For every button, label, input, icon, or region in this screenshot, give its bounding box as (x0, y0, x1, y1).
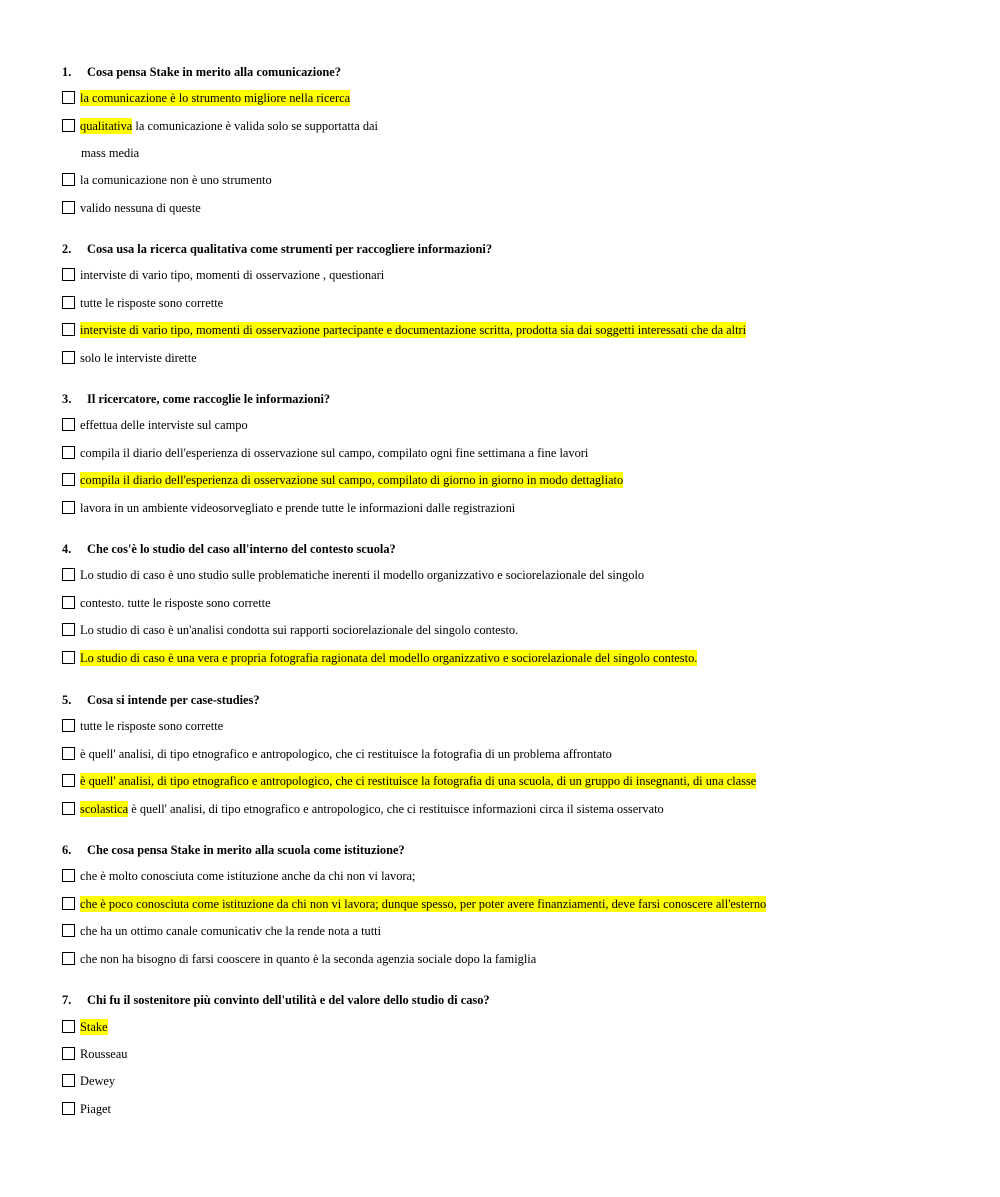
answer-checkbox[interactable] (62, 323, 75, 336)
answer-option (62, 595, 271, 611)
question-heading (62, 541, 396, 557)
answer-checkbox[interactable] (62, 446, 75, 459)
question-number: 5. (62, 693, 72, 707)
highlighted-answer-text: la comunicazione è lo strumento migliore nella ricerca (80, 91, 351, 105)
answer-option (62, 718, 223, 734)
answer-option (62, 801, 664, 817)
question-number: 1. (62, 65, 72, 79)
answer-text: Lo studio di caso è uno studio sulle problematiche inerenti il modello organizzativo e sociorelazionale del singolo (80, 568, 645, 582)
answer-text: tutte le risposte sono corrette (80, 719, 224, 733)
question-text: Che cos'è lo studio del caso all'interno del contesto scuola? (87, 542, 396, 556)
answer-text: la comunicazione è valida solo se supportatta dai (132, 119, 378, 133)
question-number: 2. (62, 242, 72, 256)
highlighted-answer-text: che è poco conosciuta come istituzione da chi non vi lavora; dunque spesso, per poter avere finanziamenti, deve farsi conoscere all'esterno (80, 897, 767, 911)
answer-text: mass media (81, 146, 140, 160)
answer-option (62, 200, 201, 216)
question-text: Cosa pensa Stake in merito alla comunicazione? (87, 65, 342, 79)
highlighted-answer-text: interviste di vario tipo, momenti di osservazione partecipante e documentazione scritta, prodotta sia dai soggetti interessati che da altri (80, 323, 747, 337)
answer-checkbox[interactable] (62, 119, 75, 132)
question-heading (62, 992, 490, 1008)
answer-checkbox[interactable] (62, 774, 75, 787)
answer-checkbox[interactable] (62, 869, 75, 882)
answer-text: che ha un ottimo canale comunicativ che la rende nota a tutti (80, 924, 382, 938)
answer-checkbox[interactable] (62, 623, 75, 636)
highlighted-answer-text: scolastica (80, 802, 129, 816)
answer-option (62, 472, 623, 488)
answer-option (62, 896, 766, 912)
answer-option (62, 1073, 115, 1089)
answer-checkbox[interactable] (62, 201, 75, 214)
answer-checkbox[interactable] (62, 802, 75, 815)
answer-option (62, 417, 248, 433)
answer-text: contesto. tutte le risposte sono corrette (80, 596, 271, 610)
answer-text: che è molto conosciuta come istituzione anche da chi non vi lavora; (80, 869, 416, 883)
answer-option (62, 172, 272, 188)
answer-checkbox[interactable] (62, 296, 75, 309)
question-number: 6. (62, 843, 72, 857)
answer-checkbox[interactable] (62, 351, 75, 364)
answer-checkbox[interactable] (62, 747, 75, 760)
answer-text: Rousseau (80, 1047, 128, 1061)
answer-text: è quell' analisi, di tipo etnografico e antropologico, che ci restituisce informazioni circa il sistema osservato (128, 802, 664, 816)
answer-checkbox[interactable] (62, 91, 75, 104)
answer-option (62, 322, 746, 338)
answer-text: Lo studio di caso è un'analisi condotta sui rapporti sociorelazionale del singolo contesto. (80, 623, 519, 637)
answer-checkbox[interactable] (62, 268, 75, 281)
answer-checkbox[interactable] (62, 1020, 75, 1033)
answer-option (81, 145, 139, 161)
question-heading (62, 64, 341, 80)
question-heading (62, 391, 330, 407)
question-text: Cosa si intende per case-studies? (87, 693, 260, 707)
answer-checkbox[interactable] (62, 1047, 75, 1060)
answer-option (62, 350, 197, 366)
question-heading (62, 692, 260, 708)
answer-checkbox[interactable] (62, 1074, 75, 1087)
answer-option (62, 1019, 108, 1035)
answer-checkbox[interactable] (62, 418, 75, 431)
answer-option (62, 295, 223, 311)
highlighted-answer-text: Stake (80, 1020, 108, 1034)
highlighted-answer-text: qualitativa (80, 119, 133, 133)
highlighted-answer-text: è quell' analisi, di tipo etnografico e antropologico, che ci restituisce la fotografia di una scuola, di un gruppo di insegnanti, di una classe (80, 774, 757, 788)
answer-checkbox[interactable] (62, 952, 75, 965)
question-text: Cosa usa la ricerca qualitativa come strumenti per raccogliere informazioni? (87, 242, 493, 256)
answer-text: valido nessuna di queste (80, 201, 201, 215)
answer-text: è quell' analisi, di tipo etnografico e antropologico, che ci restituisce la fotografia di un problema affrontato (80, 747, 612, 761)
answer-text: Piaget (80, 1102, 111, 1116)
answer-checkbox[interactable] (62, 568, 75, 581)
question-number: 4. (62, 542, 72, 556)
answer-checkbox[interactable] (62, 596, 75, 609)
question-text: Che cosa pensa Stake in merito alla scuola come istituzione? (87, 843, 405, 857)
answer-option (62, 746, 612, 762)
question-number: 3. (62, 392, 72, 406)
answer-option (62, 90, 350, 106)
answer-option (62, 1101, 111, 1117)
answer-checkbox[interactable] (62, 1102, 75, 1115)
answer-option (62, 773, 756, 789)
question-number: 7. (62, 993, 72, 1007)
answer-option (62, 1046, 128, 1062)
answer-checkbox[interactable] (62, 897, 75, 910)
answer-option (62, 445, 588, 461)
answer-option (62, 951, 536, 967)
answer-text: Dewey (80, 1074, 116, 1088)
answer-checkbox[interactable] (62, 501, 75, 514)
answer-checkbox[interactable] (62, 719, 75, 732)
answer-option (62, 650, 697, 666)
answer-checkbox[interactable] (62, 924, 75, 937)
question-heading (62, 842, 405, 858)
answer-text: lavora in un ambiente videosorvegliato e prende tutte le informazioni dalle registrazioni (80, 501, 516, 515)
answer-text: che non ha bisogno di farsi cooscere in quanto è la seconda agenzia sociale dopo la famiglia (80, 952, 537, 966)
answer-text: interviste di vario tipo, momenti di osservazione , questionari (80, 268, 385, 282)
answer-text: effettua delle interviste sul campo (80, 418, 248, 432)
answer-text: tutte le risposte sono corrette (80, 296, 224, 310)
answer-option (62, 622, 518, 638)
answer-option (62, 923, 381, 939)
question-heading (62, 241, 492, 257)
answer-text: la comunicazione non è uno strumento (80, 173, 272, 187)
highlighted-answer-text: Lo studio di caso è una vera e propria fotografia ragionata del modello organizzativo e sociorelazionale del singolo contesto. (80, 651, 698, 665)
answer-text: compila il diario dell'esperienza di osservazione sul campo, compilato ogni fine settimana a fine lavori (80, 446, 589, 460)
answer-option (62, 267, 384, 283)
question-text: Il ricercatore, come raccoglie le informazioni? (87, 392, 331, 406)
question-text: Chi fu il sostenitore più convinto dell'utilità e del valore dello studio di caso? (87, 993, 490, 1007)
answer-text: solo le interviste dirette (80, 351, 197, 365)
answer-option (62, 868, 415, 884)
answer-option (62, 500, 515, 516)
highlighted-answer-text: compila il diario dell'esperienza di osservazione sul campo, compilato di giorno in giorno in modo dettagliato (80, 473, 624, 487)
answer-checkbox[interactable] (62, 651, 75, 664)
answer-checkbox[interactable] (62, 173, 75, 186)
answer-option (62, 567, 644, 583)
answer-checkbox[interactable] (62, 473, 75, 486)
answer-option (62, 118, 378, 134)
